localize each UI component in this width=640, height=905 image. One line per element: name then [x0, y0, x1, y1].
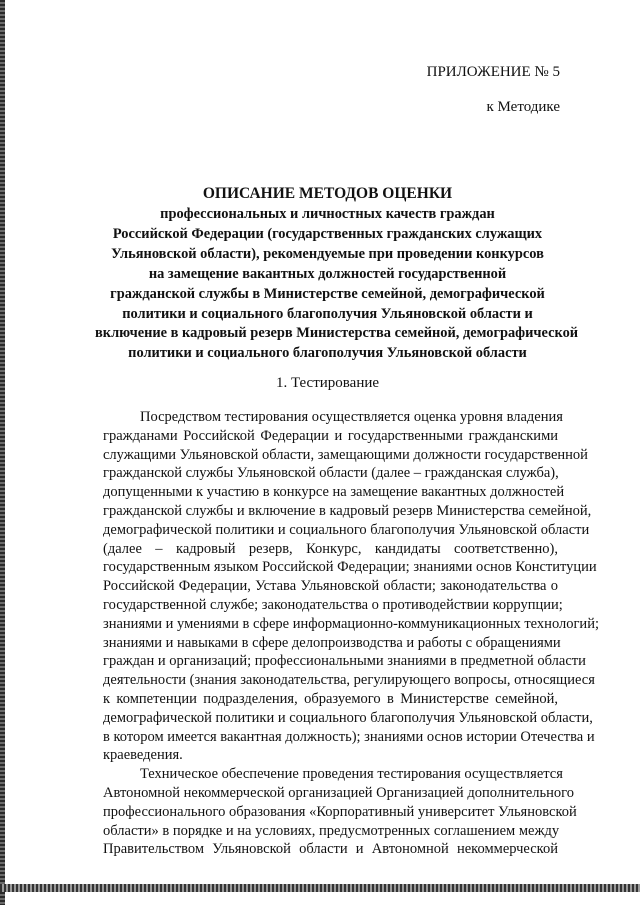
subtitle-line: политики и социального благополучия Ульяновской области и	[122, 305, 533, 322]
paragraph-line: граждан и организаций; профессиональными знаниями в предметной области	[103, 653, 586, 670]
paragraph-line: гражданской службы и включение в кадровый резерв Министерства семейной,	[103, 502, 592, 519]
subtitle-line: Ульяновской области), рекомендуемые при проведении конкурсов	[111, 245, 544, 262]
paragraph-line: к компетенции подразделения, образуемого в Министерстве семейной,	[103, 690, 558, 707]
paragraph-line: гражданами Российской Федерации и государственными гражданскими	[103, 427, 558, 444]
document-title: ОПИСАНИЕ МЕТОДОВ ОЦЕНКИ	[202, 185, 453, 202]
paragraph-line: Техническое обеспечение проведения тестирования осуществляется	[140, 766, 563, 783]
paragraph-line: Российской Федерации, Устава Ульяновской области; законодательства о	[103, 578, 558, 595]
subtitle-line: профессиональных и личностных качеств граждан	[160, 206, 495, 222]
subtitle-line: политики и социального благополучия Ульяновской области	[128, 345, 527, 362]
paragraph-line: демографической политики и социального благополучия Ульяновской области	[103, 521, 590, 538]
paragraph-line: Правительством Ульяновской области и Автономной некоммерческой	[103, 841, 558, 858]
paragraph-line: знаниями и навыками в сфере делопроизводства и работы с обращениями	[103, 634, 561, 651]
paragraph-line: Посредством тестирования осуществляется оценка уровня владения	[140, 409, 563, 425]
paragraph-line: профессионального образования «Корпоративный университет Ульяновской	[103, 803, 577, 820]
subtitle-line: Российской Федерации (государственных гражданских служащих	[112, 225, 543, 242]
scan-left-edge	[0, 0, 5, 905]
paragraph-line: (далее – кадровый резерв, Конкурс, кандидаты соответственно),	[103, 540, 558, 557]
subtitle-line: на замещение вакантных должностей государственной	[148, 265, 507, 282]
appendix-reference: к Методике	[486, 99, 560, 115]
paragraph-line: служащими Ульяновской области, замещающими должности государственной	[103, 446, 588, 463]
paragraph-line: гражданской службы Ульяновской области (далее – гражданская служба),	[103, 465, 559, 482]
paragraph-line: в котором имеется вакантная должность); знаниями основ истории Отечества и	[103, 728, 595, 745]
paragraph-line: государственной службе; законодательства о противодействии коррупции;	[103, 596, 563, 613]
subtitle-line: гражданской службы в Министерстве семейной, демографической	[110, 285, 545, 302]
appendix-number: ПРИЛОЖЕНИЕ № 5	[426, 64, 560, 80]
scan-bottom-edge	[0, 884, 640, 892]
document-subtitle	[95, 205, 579, 364]
paragraph-line: государственным языком Российской Федерации; знаниями основ Конституции	[103, 559, 597, 576]
paragraph-line: демографической политики и социального благополучия Ульяновской области,	[103, 709, 593, 726]
paragraph-line: допущенными к участию в конкурсе на замещение вакантных должностей	[103, 484, 565, 501]
body-text	[103, 408, 599, 859]
section-title: 1. Тестирование	[275, 375, 380, 391]
subtitle-line: включение в кадровый резерв Министерства семейной, демографической	[95, 325, 579, 342]
paragraph-line: области» в порядке и на условиях, предусмотренных соглашением между	[103, 822, 560, 839]
paragraph-line: Автономной некоммерческой организацией Организацией дополнительного	[103, 784, 574, 801]
paragraph-line: знаниями и умениями в сфере информационно-коммуникационных технологий;	[103, 615, 599, 632]
paragraph-line: краеведения.	[103, 747, 183, 764]
paragraph-line: деятельности (знания законодательства, регулирующего вопросы, относящиеся	[103, 672, 595, 689]
